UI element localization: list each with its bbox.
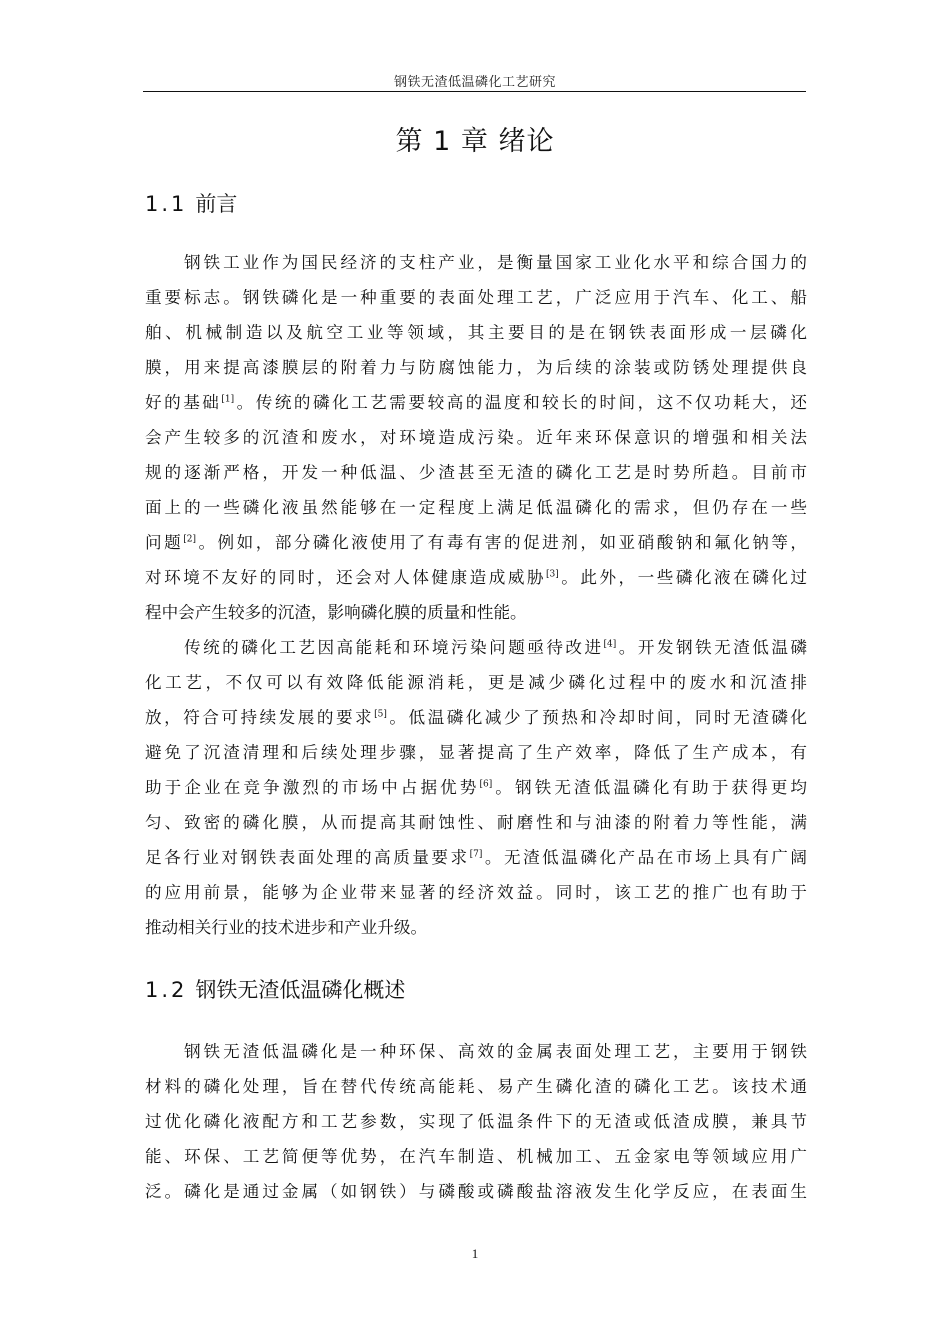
paragraph-line: 会产生较多的沉渣和废水，对环境造成污染。近年来环保意识的增强和相关法 [145,428,807,447]
header-rule [143,91,806,92]
paragraph-line: 过优化磷化液配方和工艺参数，实现了低温条件下的无渣或低渣成膜，兼具节 [145,1112,807,1131]
paragraph-line: 传统的磷化工艺因高能耗和环境污染问题亟待改进[4]。开发钢铁无渣低温磷 [184,638,807,657]
section-number: 1.2 [145,978,188,1002]
paragraph-line: 能、环保、工艺简便等优势，在汽车制造、机械加工、五金家电等领域应用广 [145,1147,807,1166]
paragraph-line: 好的基础[1]。传统的磷化工艺需要较高的温度和较长的时间，这不仅功耗大，还 [145,393,808,412]
paragraph-line: 放，符合可持续发展的要求[5]。低温磷化减少了预热和冷却时间，同时无渣磷化 [145,708,808,727]
paragraph-line: 钢铁工业作为国民经济的支柱产业，是衡量国家工业化水平和综合国力的 [184,253,807,272]
paragraph-line: 面上的一些磷化液虽然能够在一定程度上满足低温磷化的需求，但仍存在一些 [145,498,807,517]
running-header: 钢铁无渣低温磷化工艺研究 [393,75,556,90]
section-heading-1-2 [145,974,405,1006]
citation-ref: [2] [183,534,196,545]
citation-ref: [3] [546,569,559,580]
paragraph-line: 问题[2]。例如，部分磷化液使用了有毒有害的促进剂，如亚硝酸钠和氟化钠等， [145,533,808,552]
paragraph-line: 推动相关行业的技术进步和产业升级。 [145,918,428,937]
section-number: 1.1 [145,192,188,216]
section-title: 钢铁无渣低温磷化概述 [195,978,406,1002]
paragraph-line: 足各行业对钢铁表面处理的高质量要求[7]。无渣低温磷化产品在市场上具有广阔 [145,848,807,867]
paragraph-line: 避免了沉渣清理和后续处理步骤，显著提高了生产效率，降低了生产成本，有 [145,743,807,762]
paragraph-line: 程中会产生较多的沉渣，影响磷化膜的质量和性能。 [145,603,527,622]
citation-ref: [7] [469,849,483,860]
citation-ref: [6] [479,779,493,790]
section-title: 前言 [195,192,238,216]
paragraph-line: 的应用前景，能够为企业带来显著的经济效益。同时，该工艺的推广也有助于 [145,883,807,902]
page-number: 1 [471,1246,479,1261]
paragraph-line: 泛。磷化是通过金属（如钢铁）与磷酸或磷酸盐溶液发生化学反应，在表面生 [145,1182,807,1201]
paragraph-line: 膜，用来提高漆膜层的附着力与防腐蚀能力，为后续的涂装或防锈处理提供良 [145,358,807,377]
paragraph-line: 助于企业在竞争激烈的市场中占据优势[6]。钢铁无渣低温磷化有助于获得更均 [145,778,808,797]
paragraph-line: 材料的磷化处理，旨在替代传统高能耗、易产生磷化渣的磷化工艺。该技术通 [145,1077,807,1096]
paragraph-line: 化工艺，不仅可以有效降低能源消耗，更是减少磷化过程中的废水和沉渣排 [145,673,807,692]
section-heading-1-1 [145,188,237,220]
citation-ref: [5] [374,709,387,720]
paragraph-line: 重要标志。钢铁磷化是一种重要的表面处理工艺，广泛应用于汽车、化工、船 [145,288,807,307]
paragraph-line: 舶、机械制造以及航空工业等领域，其主要目的是在钢铁表面形成一层磷化 [145,323,807,342]
paragraph-line: 对环境不友好的同时，还会对人体健康造成威胁[3]。此外，一些磷化液在磷化过 [145,568,808,587]
paragraph-line: 规的逐渐严格，开发一种低温、少渣甚至无渣的磷化工艺是时势所趋。目前市 [145,463,807,482]
paragraph-line: 钢铁无渣低温磷化是一种环保、高效的金属表面处理工艺，主要用于钢铁 [184,1042,807,1061]
paragraph-line: 匀、致密的磷化膜，从而提高其耐蚀性、耐磨性和与油漆的附着力等性能，满 [145,813,807,832]
citation-ref: [4] [603,639,617,650]
chapter-title: 第 1 章 绪论 [395,126,555,157]
citation-ref: [1] [221,394,235,405]
